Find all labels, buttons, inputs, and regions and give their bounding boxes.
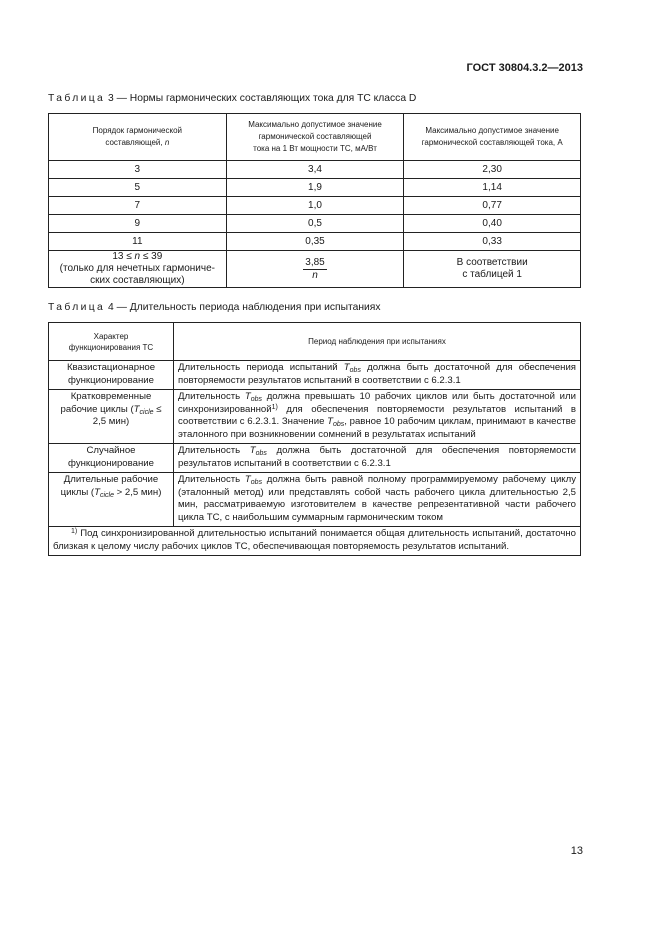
table3-cell: 0,35: [226, 233, 404, 251]
table3-caption: Таблица 3 — Нормы гармонических составляющих тока для ТС класса D: [48, 93, 417, 104]
table4-cell-period: Длительность $T_{obs}$ должна быть равной полному программируемому рабочему циклу (эталонный метод) или представлять собой часть рабочего цикла длительностью 2,5 мин, рассматриваемую изготовителем в качестве репрезентативной части рабочего цикла ТС, с наибольшим суммарным гармоническим током: [174, 473, 581, 527]
table3-cell: 9: [49, 215, 227, 233]
table4-cell-mode: Кратковременные рабочие циклы ($T_{cicle} \le 2,5$ мин): [49, 390, 174, 444]
table3-cell: 3: [49, 161, 227, 179]
table3-header-row: [49, 114, 581, 161]
table4-header-period: Период наблюдения при испытаниях: [174, 323, 581, 361]
table3-cell: 7: [49, 197, 227, 215]
page-number: 13: [570, 845, 583, 857]
standard-number: ГОСТ 30804.3.2—2013: [466, 62, 583, 74]
table-row: [49, 251, 581, 288]
table4-cell-mode: Квазистационарное функционирование: [49, 361, 174, 390]
table-row: [49, 233, 581, 251]
table3-cell: 2,30: [404, 161, 581, 179]
table-row: [49, 179, 581, 197]
table4-footnote-row: [49, 527, 581, 556]
table3-cell: 1,14: [404, 179, 581, 197]
table3-cell: 1,9: [226, 179, 404, 197]
table-row: [49, 361, 581, 390]
table4-cell-period: Длительность $T_{obs}$ должна превышать 10 рабочих циклов или быть достаточной или синхронизированной$^{1)}$ для обеспечения повторяемости результатов испытаний в соответствии с 6.2.3.1. Значение $T_{obs}$, равное 10 рабочим циклам, принимают в качестве эталонного при возникновении сомнений в результатах испытаний: [174, 390, 581, 444]
table3-header-harmonic-order: Порядок гармонической составляющей, n: [49, 114, 227, 161]
table3-cell: 0,5: [226, 215, 404, 233]
table4-footnote: $^{1)}$ Под синхронизированной длительностью испытаний понимается общая длительность испытаний, достаточно близкая к целому числу рабочих циклов ТС, обеспечивающая повторяемость результатов испытаний.: [49, 527, 581, 556]
table4-cell-mode: Длительные рабочие циклы ($T_{cicle} > 2,5$ мин): [49, 473, 174, 527]
table-row: [49, 215, 581, 233]
table4-header-row: [49, 323, 581, 361]
table-row: [49, 444, 581, 473]
table3-cell: 1,0: [226, 197, 404, 215]
table-row: [49, 473, 581, 527]
table3-cell-order: 13 ≤ n ≤ 39 (только для нечетных гармониче- ских составляющих): [49, 251, 227, 288]
table-row: [49, 197, 581, 215]
table3-cell: 3,4: [226, 161, 404, 179]
table4-caption: Таблица 4 — Длительность периода наблюдения при испытаниях: [48, 302, 381, 313]
table4: [48, 322, 581, 556]
table3-header-per-watt: Максимально допустимое значение гармонической составляющей тока на 1 Вт мощности ТС, мА/Вт: [226, 114, 404, 161]
table4-header-mode: Характер функционирования ТС: [49, 323, 174, 361]
table3-cell: 5: [49, 179, 227, 197]
table4-cell-mode: Случайное функционирование: [49, 444, 174, 473]
table3-cell: 0,77: [404, 197, 581, 215]
table3-cell-fraction: $\frac{3,85}{n}$: [226, 251, 404, 288]
table3-cell-ref: В соответствии с таблицей 1: [404, 251, 581, 288]
table4-cell-period: Длительность $T_{obs}$ должна быть достаточной для обеспечения повторяемости результатов испытаний в соответствии с 6.2.3.1: [174, 444, 581, 473]
table3-cell: 11: [49, 233, 227, 251]
table3-header-max-current: Максимально допустимое значение гармонической составляющей тока, А: [404, 114, 581, 161]
table3: [48, 113, 581, 288]
table3-cell: 0,40: [404, 215, 581, 233]
table-row: [49, 161, 581, 179]
table3-cell: 0,33: [404, 233, 581, 251]
table4-cell-period: Длительность периода испытаний $T_{obs}$ должна быть достаточной для обеспечения повторяемости результатов испытаний в соответствии с 6.2.3.1: [174, 361, 581, 390]
table-row: [49, 390, 581, 444]
